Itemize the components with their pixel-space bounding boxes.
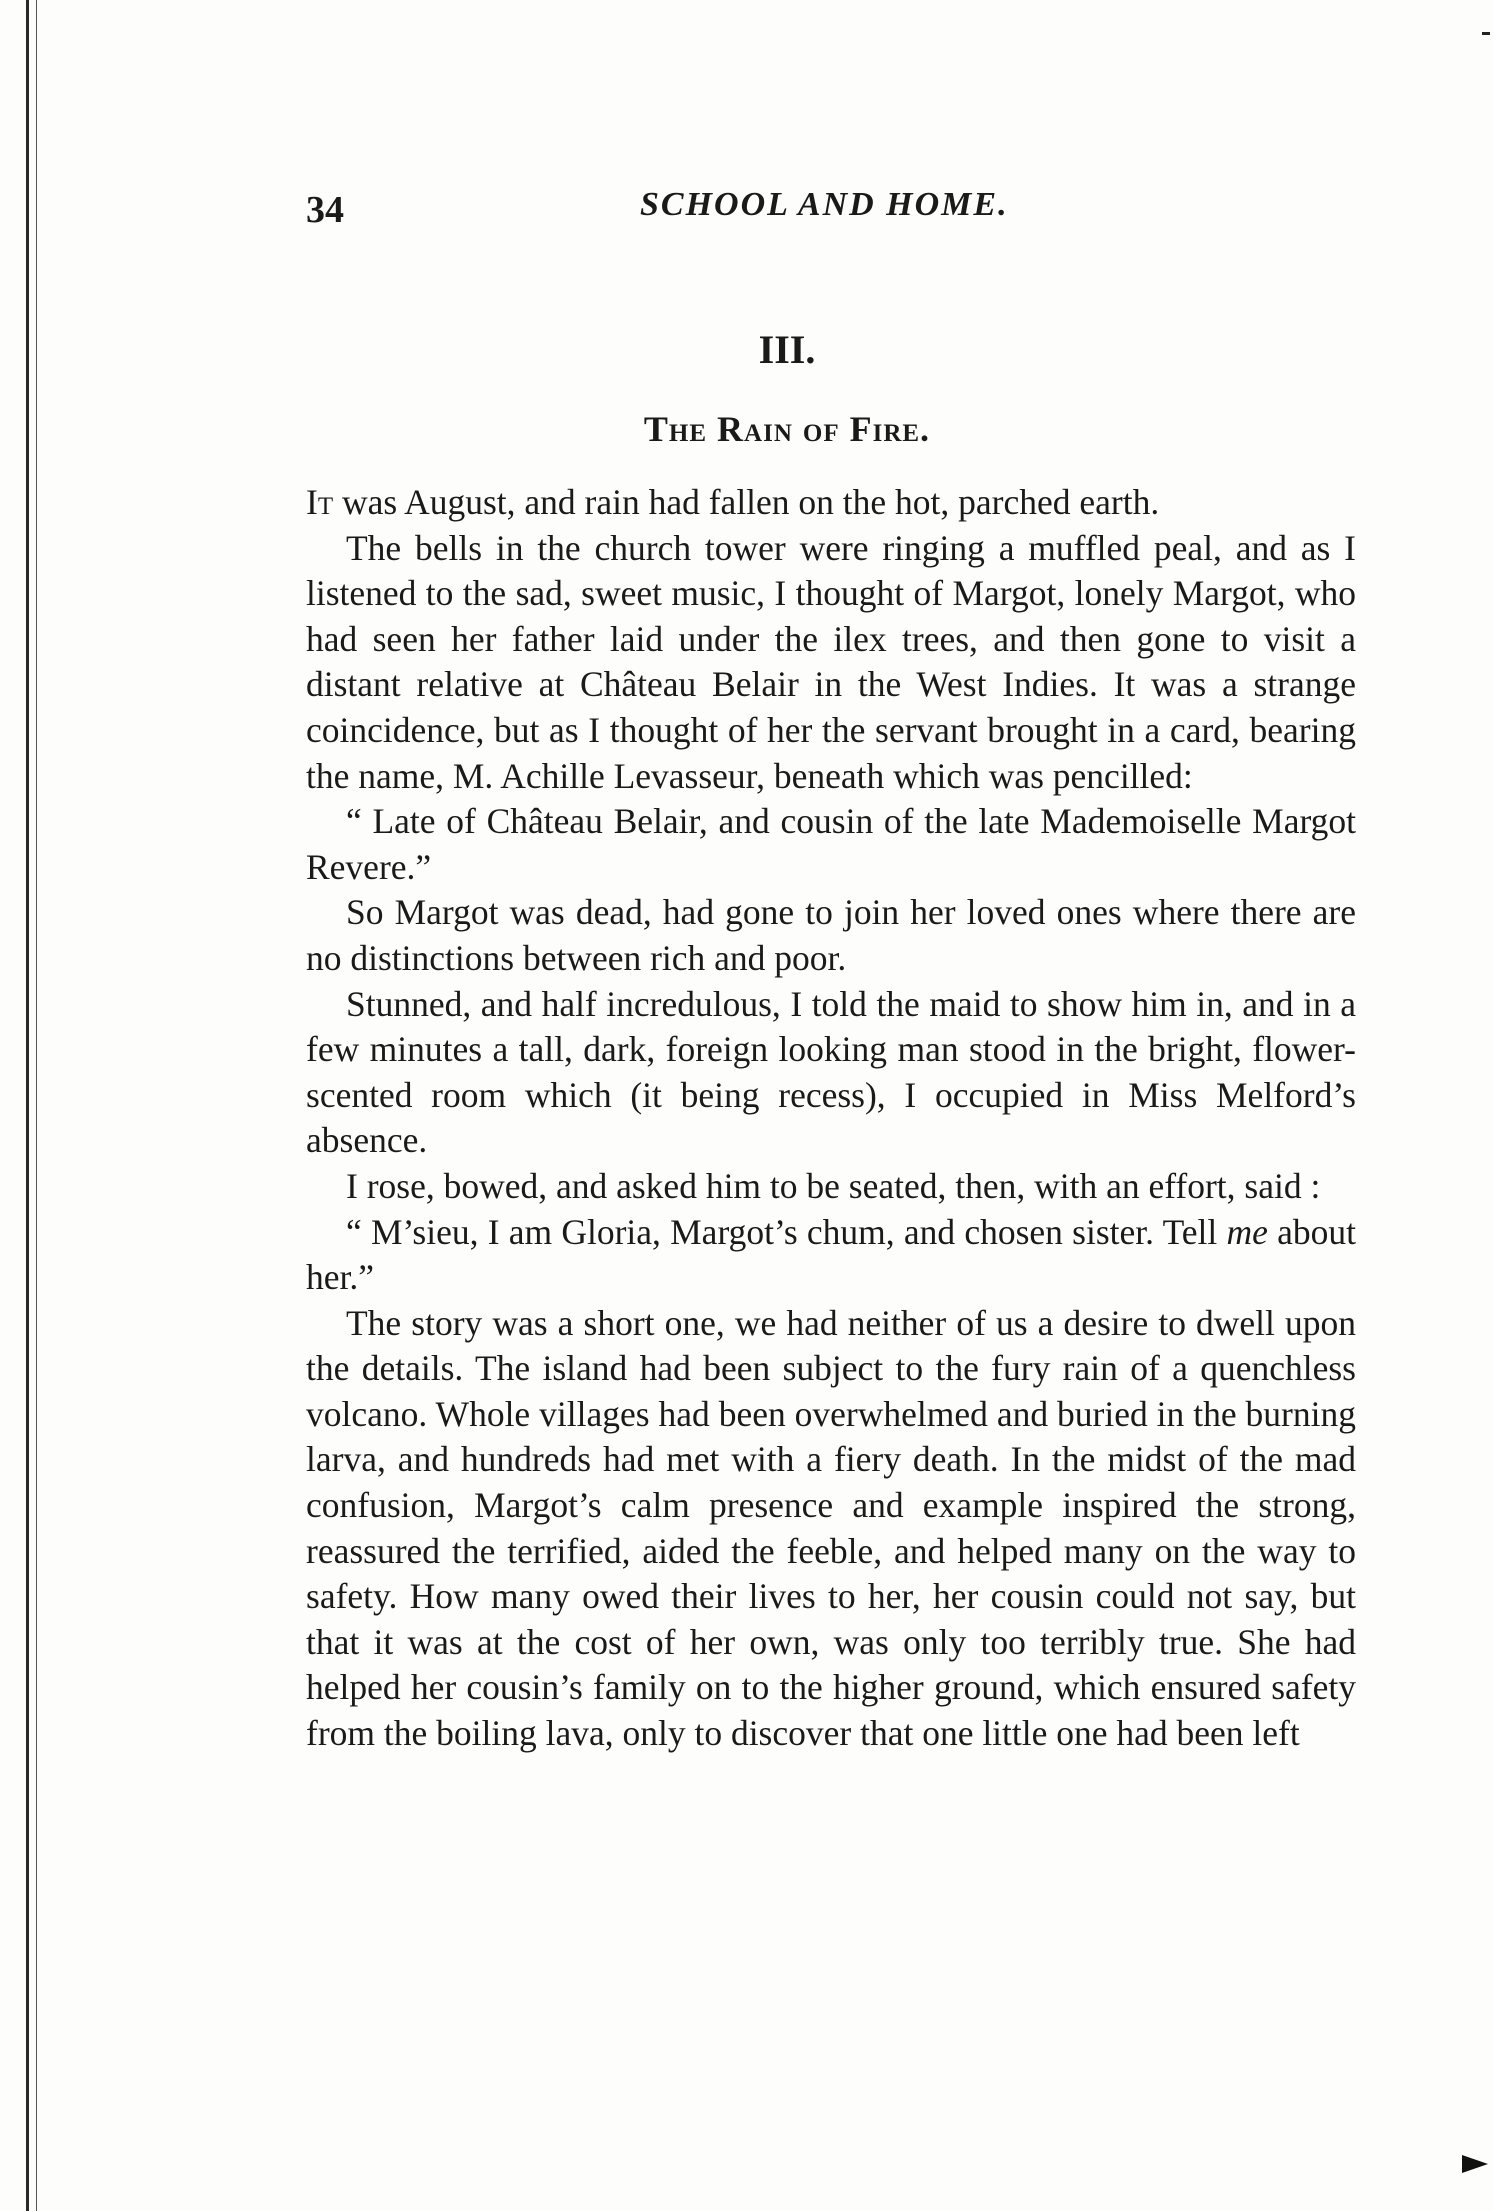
paragraph-6: I rose, bowed, and asked him to be seated, then, with an effort, said : bbox=[346, 1165, 1321, 1206]
paragraph-7-text-a: “ M’sieu, I am Gloria, Margot’s chum, and chosen sister. Tell bbox=[346, 1211, 1227, 1252]
paragraph-4: So Margot was dead, had gone to join her loved ones where there are no distinctions between rich and poor. bbox=[306, 892, 1356, 978]
paragraph-7 bbox=[306, 1210, 1356, 1301]
paragraph-2: The bells in the church tower were ringing a muffled peal, and as I listened to the sad, sweet music, I thought of Margot, lonely Margot, who had seen her father laid under the ilex trees, and then gone to visit a distant relative at Château Belair in the West Indies. It was a strange coincidence, but as I thought of her the servant brought in a card, bearing the name, M. Achille Levasseur, beneath which was pencilled: bbox=[306, 527, 1356, 796]
paragraph-8: The story was a short one, we had neither of us a desire to dwell upon the details. The island had been subject to the fury rain of a quenchless volcano. Whole villages had been overwhelmed and buried in the burning larva, and hundreds had met with a fiery death. In the midst of the mad confusion, Margot’s calm presence and example inspired the strong, reassured the terrified, aided the feeble, and helped many on the way to safety. How many owed their lives to her, her cousin could not say, but that it was at the cost of her own, was only too terribly true. She had helped her cousin’s family on to the higher ground, which ensured safety from the boiling lava, only to discover that one little one had been left bbox=[306, 1302, 1356, 1754]
paragraph-7-text-b: about her.” bbox=[306, 1211, 1356, 1298]
running-header: SCHOOL AND HOME. bbox=[640, 186, 1009, 223]
body-text bbox=[306, 480, 1356, 1757]
paragraph-1 bbox=[306, 480, 1356, 526]
paragraph-5: Stunned, and half incredulous, I told the maid to show him in, and in a few minutes a tall, dark, foreign looking man stood in the bright, flower-scented room which (it being recess), I occupied in Miss Melford’s absence. bbox=[306, 983, 1356, 1161]
chapter-numeral: III. bbox=[758, 327, 816, 372]
paragraph-3: “ Late of Château Belair, and cousin of the late Mademoiselle Margot Revere.” bbox=[306, 801, 1356, 887]
emphasis: me bbox=[1226, 1211, 1268, 1252]
page-turn-arrow-icon bbox=[1462, 2155, 1488, 2173]
drop-word: It bbox=[306, 482, 334, 522]
page-number: 34 bbox=[306, 189, 344, 231]
edge-mark bbox=[1482, 32, 1490, 35]
chapter-title: The Rain of Fire. bbox=[643, 409, 931, 449]
paragraph-1-text: was August, and rain had fallen on the hot, parched earth. bbox=[333, 482, 1160, 522]
